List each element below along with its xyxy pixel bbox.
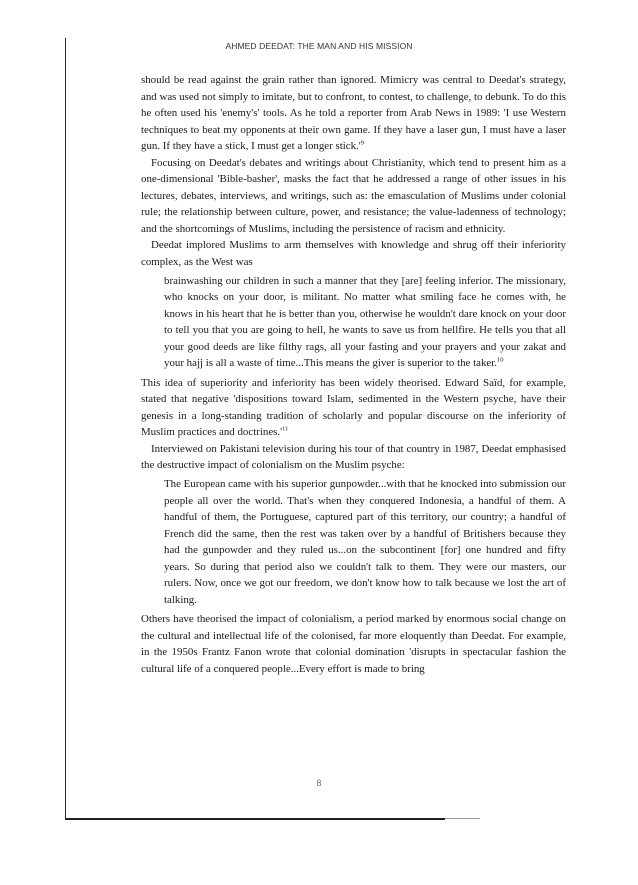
footnote-ref-11: 11 [282,425,289,433]
paragraph-5: Interviewed on Pakistani television during his tour of that country in 1987, Deedat emphasised the destructive impact of colonialism on the Muslim psyche: [141,442,566,471]
paragraph-1: should be read against the grain rather than ignored. Mimicry was central to Deedat's strategy, and was used not simply to imitate, but to confront, to contest, to challenge, to debunk. To do this he often used his 'enemy's' tools. As he told a reporter from Arab News in 1989: 'I use Western techniques to beat my opponents at their own game. If they have a laser gun, I must have a laser gun. If they have a stick, I must get a longer $stick.'^9$ [141,74,566,152]
block-quote-2: The European came with his superior gunpowder...with that he knocked into submission our people all over the world. That's when they conquered Indonesia, a handful of them. A handful of them, the Portuguese, captured part of this territory, our country; a handful of French did the same, then the rest was taken over by a handful of Britishers because they had the gunpowder and they ruled us...on the subcontinent [for] one hundred and fifty years. So during that period also we couldn't talk to them. They were our masters, our rulers. Now, once we got our freedom, we don't know how to talk because we lost the art of talking. [164,478,566,606]
footnote-ref-9: 9 [360,139,364,147]
page-number: 8 [316,778,322,788]
paragraph-3: Deedat implored Muslims to arm themselves with knowledge and shrug off their inferiority complex, as the West was [141,239,566,268]
page-body [141,72,566,677]
paragraph-6: Others have theorised the impact of colonialism, a period marked by enormous social change on the cultural and intellectual life of the colonised, far more eloquently than Deedat. For example, in the 1950s Frantz Fanon wrote that colonial domination 'disrupts in spectacular fashion the cultural life of a conquered people...Every effort is made to bring [141,613,566,675]
paragraph-2: Focusing on Deedat's debates and writings about Christianity, which tend to present him as a one-dimensional 'Bible-basher', masks the fact that he addressed a range of other issues in his lectures, debates, interviews, and writings, such as: the emasculation of Muslims under colonial rule; the relationship between culture, power, and resistance; the value-ladenness of technology; and the shortcomings of Muslims, including the persistence of racism and ethnicity. [141,156,566,235]
bottom-rule [65,818,445,820]
bottom-rule-faint [445,818,480,819]
running-header: AHMED DEEDAT: THE MAN AND HIS MISSION [225,41,413,51]
block-quote-1: brainwashing our children in such a manner that they [are] feeling inferior. The missionary, who knocks on your door, is militant. No matter what smiling face he comes with, he knows in his heart that he is better than you, otherwise he wouldn't dare knock on your door to tell you that you are going to hell, he wants to save us from hellfire. He tells you that all your good deeds are like filthy rags, all your fasting and your prayers and your zakat and your hajj is all a waste of time...This means the giver is superior to the taker.$^{10}$ [164,274,566,369]
margin-rule [65,38,66,818]
paragraph-4: This idea of superiority and inferiority has been widely theorised. Edward Saïd, for example, stated that negative 'dispositions toward Islam, sedimented in the Western psyche, have their genesis in a long-standing tradition of scholarly and popular discourse on the inferiority of Muslim practices and $doctrines.'^{11}$ [141,376,566,438]
footnote-ref-10: 10 [497,356,504,364]
